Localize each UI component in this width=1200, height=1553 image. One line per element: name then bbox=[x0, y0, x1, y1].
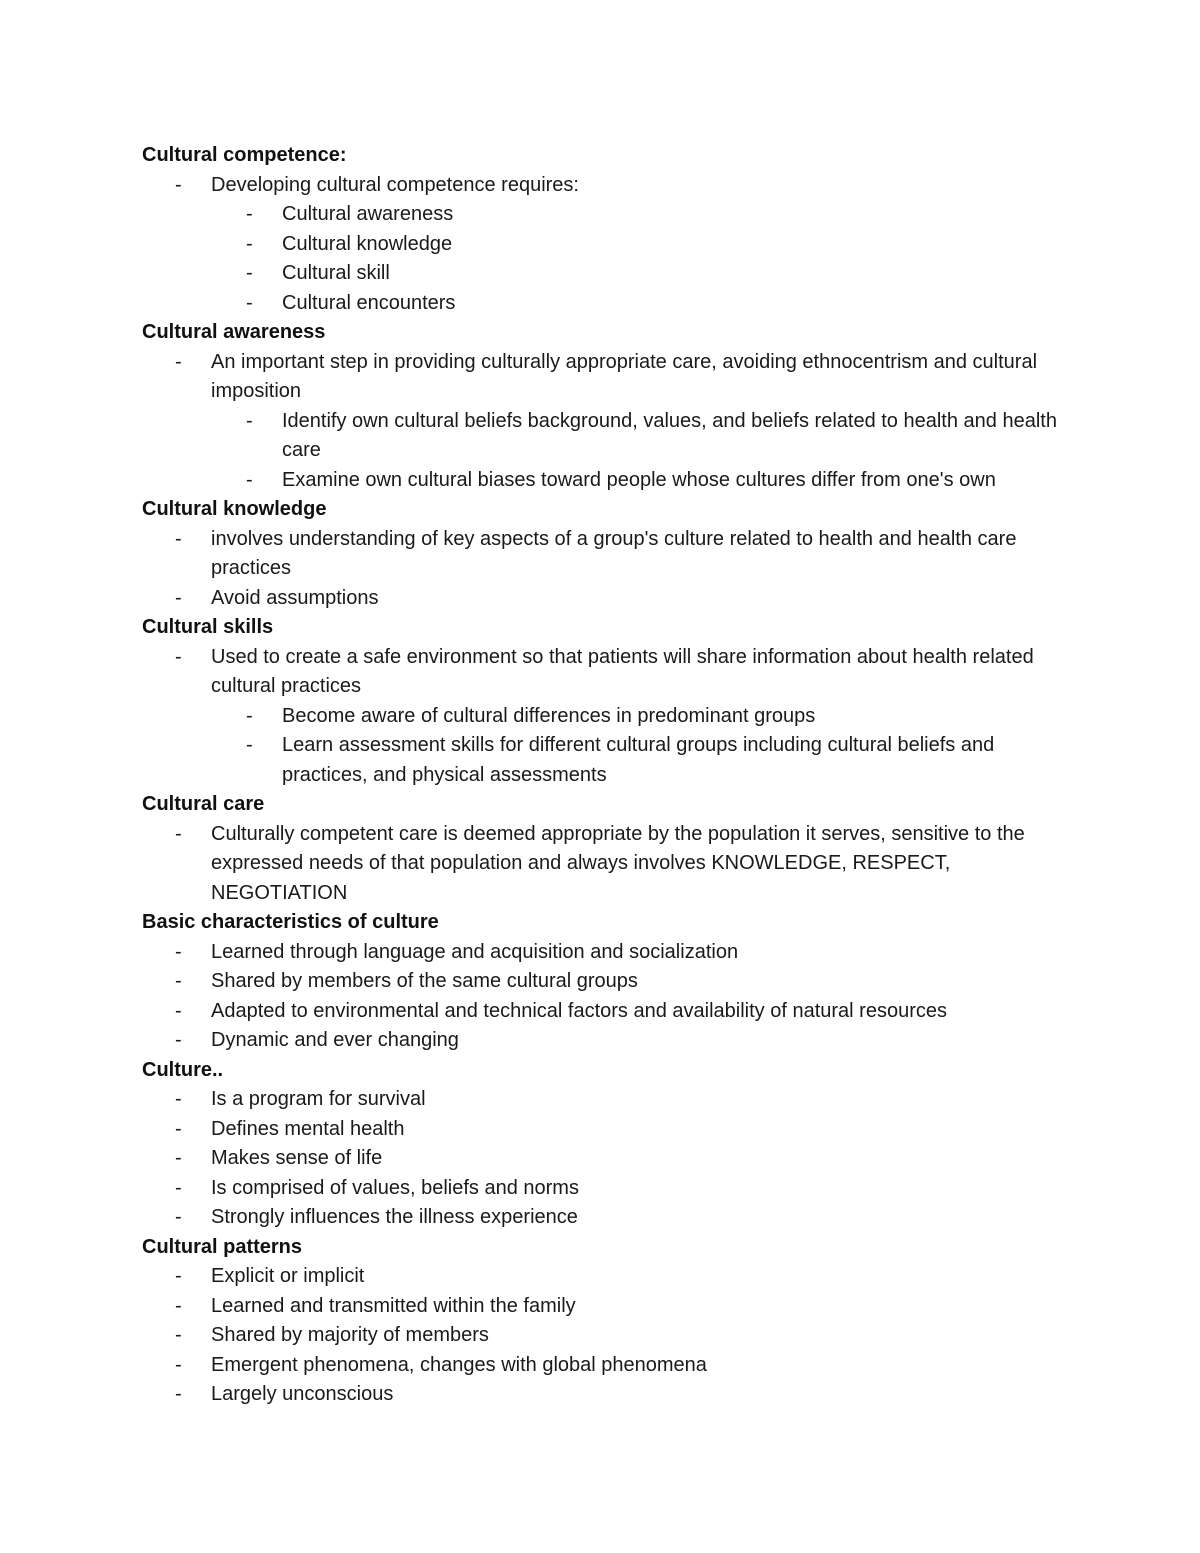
list-item-text: Cultural knowledge bbox=[282, 232, 453, 255]
dash-bullet: - bbox=[175, 350, 182, 373]
list-item bbox=[142, 820, 1062, 909]
section-cultural-patterns bbox=[142, 1233, 1062, 1410]
list-item-text: Developing cultural competence requires: bbox=[211, 173, 579, 196]
list-item bbox=[142, 171, 1062, 201]
section-cultural-care bbox=[142, 790, 1062, 908]
list-item-text: Makes sense of life bbox=[211, 1147, 383, 1169]
dash-bullet: - bbox=[246, 704, 253, 727]
list-item-text: Cultural skill bbox=[282, 262, 390, 284]
sub-list-item bbox=[142, 200, 1062, 230]
dash-bullet: - bbox=[175, 527, 182, 550]
sub-list-item bbox=[142, 731, 1062, 790]
list-item-text: Shared by majority of members bbox=[211, 1324, 489, 1346]
list-item-text: Culturally competent care is deemed appropriate by the population it serves, sensitive to the expressed needs of that population and always involves KNOWLEDGE, RESPECT, NEGOTIATION bbox=[211, 822, 1025, 904]
list-item bbox=[142, 1380, 1062, 1410]
list-item-text: Learned through language and acquisition and socialization bbox=[211, 940, 739, 963]
section-culture bbox=[142, 1056, 1062, 1233]
dash-bullet: - bbox=[175, 822, 182, 845]
list-item-text: Adapted to environmental and technical factors and availability of natural resources bbox=[211, 999, 947, 1022]
sub-list-item bbox=[142, 230, 1062, 260]
dash-bullet: - bbox=[175, 1294, 182, 1317]
list-item-text: Used to create a safe environment so that patients will share information about health related cultural practices bbox=[211, 645, 1034, 697]
sub-list-item bbox=[142, 407, 1062, 466]
section-heading: Cultural care bbox=[142, 793, 265, 815]
list-item-text: Cultural awareness bbox=[282, 203, 454, 225]
list-item bbox=[142, 1321, 1062, 1351]
dash-bullet: - bbox=[246, 203, 253, 225]
list-item-text: Largely unconscious bbox=[211, 1383, 394, 1405]
list-item bbox=[142, 1351, 1062, 1381]
dash-bullet: - bbox=[246, 291, 253, 314]
dash-bullet: - bbox=[175, 173, 182, 196]
list-item-text: Emergent phenomena, changes with global phenomena bbox=[211, 1353, 707, 1376]
list-item bbox=[142, 525, 1062, 584]
list-item-text: Dynamic and ever changing bbox=[211, 1029, 459, 1051]
list-item-text: Identify own cultural beliefs background, values, and beliefs related to health and health care bbox=[282, 409, 1057, 461]
list-item bbox=[142, 348, 1062, 407]
section-heading: Cultural knowledge bbox=[142, 498, 327, 520]
dash-bullet: - bbox=[175, 1353, 182, 1376]
list-item-text: Is a program for survival bbox=[211, 1088, 426, 1110]
list-item bbox=[142, 643, 1062, 702]
list-item-text: Is comprised of values, beliefs and norms bbox=[211, 1176, 579, 1199]
dash-bullet: - bbox=[175, 1117, 182, 1140]
section-heading: Cultural skills bbox=[142, 616, 274, 638]
list-item-text: An important step in providing culturally appropriate care, avoiding ethnocentrism and cultural imposition bbox=[211, 350, 1038, 402]
sub-list-item bbox=[142, 702, 1062, 732]
section-heading: Cultural awareness bbox=[142, 321, 326, 343]
dash-bullet: - bbox=[175, 970, 182, 992]
list-item bbox=[142, 1262, 1062, 1292]
list-item-text: involves understanding of key aspects of a group's culture related to health and health care practices bbox=[211, 527, 1017, 579]
list-item-text: Strongly influences the illness experience bbox=[211, 1206, 578, 1228]
list-item bbox=[142, 1026, 1062, 1056]
list-item bbox=[142, 997, 1062, 1027]
list-item-text: Learned and transmitted within the family bbox=[211, 1294, 576, 1317]
list-item-text: Cultural encounters bbox=[282, 291, 456, 314]
section-basic-characteristics-of-culture bbox=[142, 908, 1062, 1056]
list-item-text: Avoid assumptions bbox=[211, 586, 379, 609]
dash-bullet: - bbox=[175, 1029, 182, 1051]
list-item-text: Shared by members of the same cultural groups bbox=[211, 970, 638, 992]
dash-bullet: - bbox=[175, 1088, 182, 1110]
dash-bullet: - bbox=[175, 1324, 182, 1346]
dash-bullet: - bbox=[246, 734, 253, 756]
list-item-text: Defines mental health bbox=[211, 1117, 405, 1140]
document-page bbox=[142, 141, 1062, 1410]
dash-bullet: - bbox=[246, 262, 253, 284]
section-heading: Basic characteristics of culture bbox=[142, 911, 439, 933]
list-item-text: Explicit or implicit bbox=[211, 1265, 365, 1287]
list-item bbox=[142, 938, 1062, 968]
dash-bullet: - bbox=[175, 940, 182, 963]
section-heading: Cultural competence: bbox=[142, 144, 347, 166]
section-cultural-competence bbox=[142, 141, 1062, 318]
dash-bullet: - bbox=[246, 409, 253, 432]
dash-bullet: - bbox=[246, 232, 253, 255]
list-item-text: Become aware of cultural differences in predominant groups bbox=[282, 704, 816, 727]
dash-bullet: - bbox=[175, 1265, 182, 1287]
dash-bullet: - bbox=[175, 586, 182, 609]
dash-bullet: - bbox=[175, 1147, 182, 1169]
list-item bbox=[142, 1203, 1062, 1233]
section-cultural-knowledge bbox=[142, 495, 1062, 613]
dash-bullet: - bbox=[175, 1383, 182, 1405]
list-item bbox=[142, 1085, 1062, 1115]
list-item-text: Learn assessment skills for different cultural groups including cultural beliefs and practices, and physical assessments bbox=[282, 734, 995, 786]
list-item bbox=[142, 1174, 1062, 1204]
section-heading: Culture.. bbox=[142, 1058, 224, 1081]
sub-list-item bbox=[142, 289, 1062, 319]
sub-list-item bbox=[142, 259, 1062, 289]
list-item bbox=[142, 1115, 1062, 1145]
dash-bullet: - bbox=[246, 468, 253, 491]
section-cultural-skills bbox=[142, 613, 1062, 790]
sub-list-item bbox=[142, 466, 1062, 496]
list-item bbox=[142, 967, 1062, 997]
list-item bbox=[142, 1144, 1062, 1174]
dash-bullet: - bbox=[175, 999, 182, 1022]
list-item bbox=[142, 584, 1062, 614]
dash-bullet: - bbox=[175, 645, 182, 668]
dash-bullet: - bbox=[175, 1176, 182, 1199]
dash-bullet: - bbox=[175, 1206, 182, 1228]
section-heading: Cultural patterns bbox=[142, 1235, 303, 1258]
section-cultural-awareness bbox=[142, 318, 1062, 495]
list-item bbox=[142, 1292, 1062, 1322]
list-item-text: Examine own cultural biases toward people whose cultures differ from one's own bbox=[282, 468, 996, 491]
